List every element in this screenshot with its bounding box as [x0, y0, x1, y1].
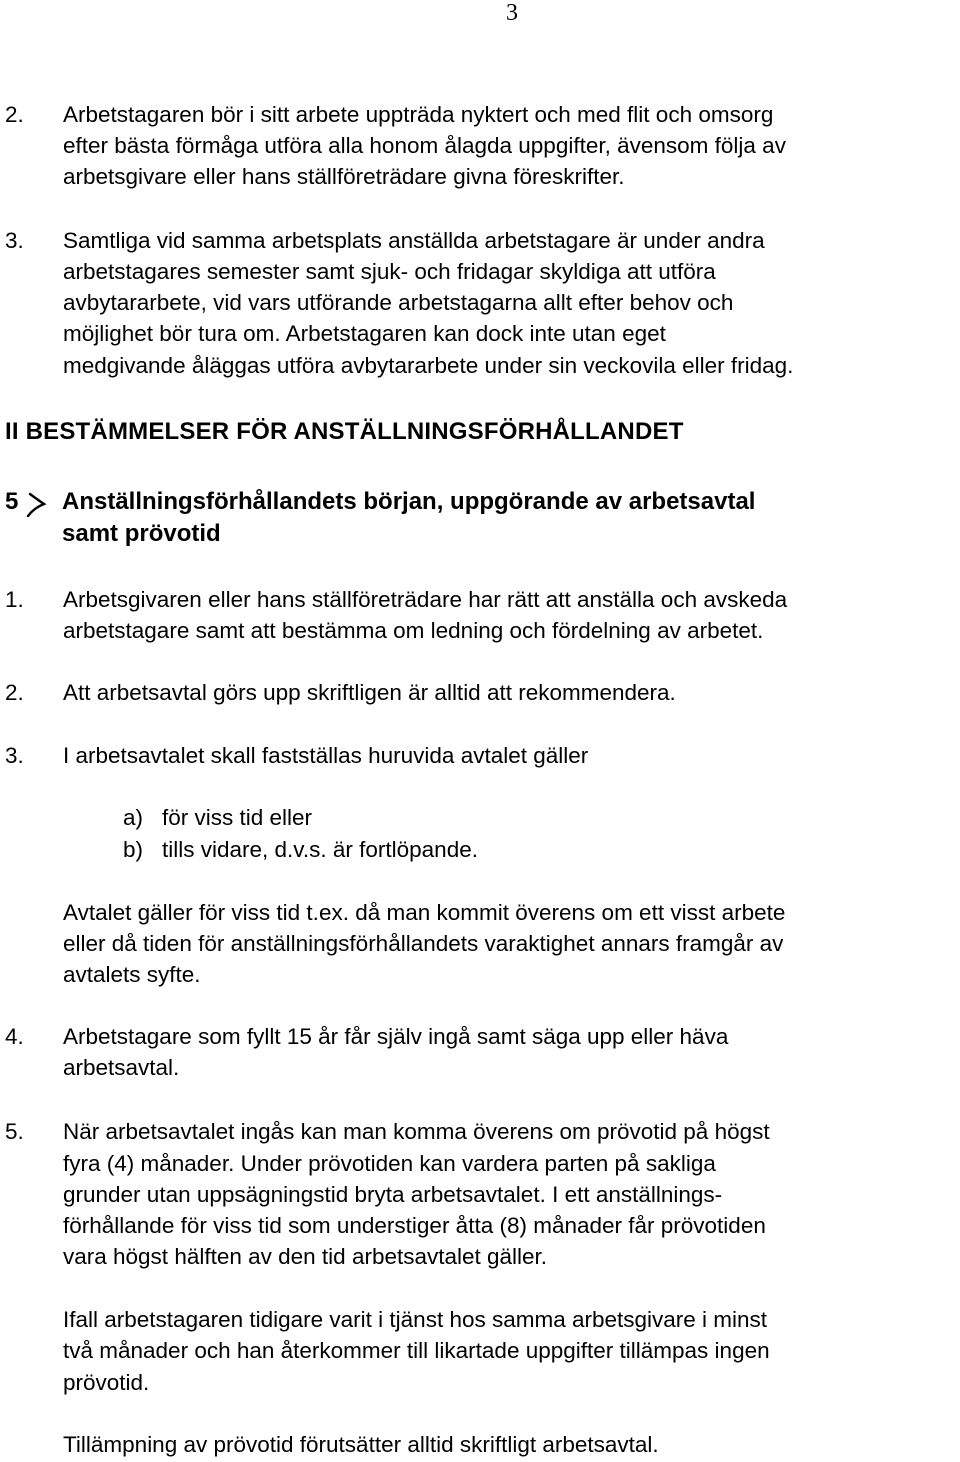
- subsection-title-line: Anställningsförhållandets början, uppgörande av arbetsavtal: [62, 488, 756, 515]
- block-a-line: arbetsgivare eller hans ställföreträdare givna föreskrifter.: [63, 164, 625, 189]
- p3-follow-line: Avtalet gäller för viss tid t.ex. då man kommit överens om ett visst arbete: [63, 900, 786, 925]
- block-b-line: medgivande åläggas utföra avbytararbete under sin veckovila eller fridag.: [63, 353, 794, 378]
- block-a-line: efter bästa förmåga utföra alla honom ålagda uppgifter, ävensom följa av: [63, 133, 786, 158]
- p3-follow-line: avtalets syfte.: [63, 962, 201, 987]
- block-b-number: 3.: [5, 228, 24, 253]
- subsection-title-line: samt prövotid: [62, 520, 221, 547]
- section-sign-icon: [24, 486, 54, 520]
- p2-line: Att arbetsavtal görs upp skriftligen är alltid att rekommendera.: [63, 680, 676, 705]
- block-b-line: möjlighet bör tura om. Arbetstagaren kan dock inte utan eget: [63, 321, 666, 346]
- block-b-line: avbytararbete, vid vars utförande arbetstagarna allt efter behov och: [63, 290, 734, 315]
- p4-line: Arbetstagare som fyllt 15 år får själv ingå samt säga upp eller häva: [63, 1024, 729, 1049]
- list-item-text: tills vidare, d.v.s. är fortlöpande.: [162, 837, 478, 862]
- p4-line: arbetsavtal.: [63, 1055, 180, 1080]
- p5-line: grunder utan uppsägningstid bryta arbetsavtalet. I ett anställnings-: [63, 1182, 723, 1207]
- p4-number: 4.: [5, 1024, 24, 1049]
- p1-line: arbetstagare samt att bestämma om ledning och fördelning av arbetet.: [63, 618, 764, 643]
- section-heading: II BESTÄMMELSER FÖR ANSTÄLLNINGSFÖRHÅLLANDET: [5, 418, 684, 445]
- p5-line: fyra (4) månader. Under prövotiden kan vardera parten på sakliga: [63, 1151, 716, 1176]
- list-item-label: b): [123, 837, 144, 862]
- subsection-number: 5: [5, 488, 19, 515]
- list-item-text: för viss tid eller: [162, 805, 313, 830]
- p1-number: 1.: [5, 587, 24, 612]
- p3-follow-line: eller då tiden för anställningsförhållandets varaktighet annars framgår av: [63, 931, 784, 956]
- p5-para2-line: prövotid.: [63, 1370, 150, 1395]
- p3-line: I arbetsavtalet skall fastställas huruvida avtalet gäller: [63, 743, 589, 768]
- p5-line: vara högst hälften av den tid arbetsavtalet gäller.: [63, 1244, 548, 1269]
- block-a-number: 2.: [5, 102, 24, 127]
- p5-line: förhållande för viss tid som understiger åtta (8) månader får prövotiden: [63, 1213, 766, 1238]
- block-b-line: arbetstagares semester samt sjuk- och fridagar skyldiga att utföra: [63, 259, 716, 284]
- p2-number: 2.: [5, 680, 24, 705]
- page-number: 3: [506, 0, 518, 26]
- p5-para2-line: två månader och han återkommer till likartade uppgifter tillämpas ingen: [63, 1338, 770, 1363]
- p3-number: 3.: [5, 743, 24, 768]
- p5-line: När arbetsavtalet ingås kan man komma överens om prövotid på högst: [63, 1119, 770, 1144]
- p1-line: Arbetsgivaren eller hans ställföreträdare har rätt att anställa och avskeda: [63, 587, 788, 612]
- p5-para3-line: Tillämpning av prövotid förutsätter alltid skriftligt arbetsavtal.: [63, 1432, 659, 1457]
- block-a-line: Arbetstagaren bör i sitt arbete uppträda nyktert och med flit och omsorg: [63, 102, 774, 127]
- p5-para2-line: Ifall arbetstagaren tidigare varit i tjänst hos samma arbetsgivare i minst: [63, 1307, 768, 1332]
- block-b-line: Samtliga vid samma arbetsplats anställda arbetstagare är under andra: [63, 228, 765, 253]
- p5-number: 5.: [5, 1119, 24, 1144]
- list-item-label: a): [123, 805, 144, 830]
